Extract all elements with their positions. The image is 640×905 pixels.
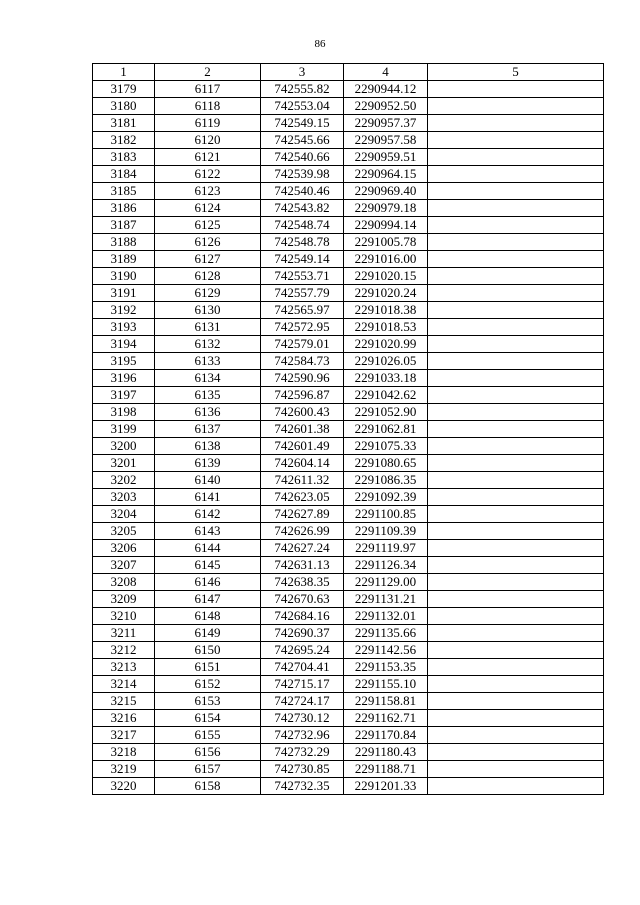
- table-cell-col5: [428, 149, 604, 166]
- table-cell-col1: 3190: [93, 268, 155, 285]
- table-cell-col5: [428, 285, 604, 302]
- table-cell-col4: 2291018.53: [344, 319, 428, 336]
- table-cell-col2: 6148: [155, 608, 261, 625]
- table-cell-col4: 2291109.39: [344, 523, 428, 540]
- table-cell-col3: 742553.04: [261, 98, 344, 115]
- table-row: [93, 251, 604, 268]
- table-cell-col4: 2291016.00: [344, 251, 428, 268]
- table-cell-col4: 2290944.12: [344, 81, 428, 98]
- table-cell-col2: 6125: [155, 217, 261, 234]
- table-cell-col1: 3218: [93, 744, 155, 761]
- table-row: [93, 591, 604, 608]
- table-cell-col1: 3214: [93, 676, 155, 693]
- table-cell-col4: 2291092.39: [344, 489, 428, 506]
- table-cell-col5: [428, 540, 604, 557]
- table-row: [93, 319, 604, 336]
- table-cell-col2: 6149: [155, 625, 261, 642]
- table-cell-col3: 742548.74: [261, 217, 344, 234]
- table-cell-col4: 2291052.90: [344, 404, 428, 421]
- table-cell-col5: [428, 625, 604, 642]
- table-row: [93, 438, 604, 455]
- table-row: [93, 693, 604, 710]
- table-cell-col1: 3213: [93, 659, 155, 676]
- table-cell-col2: 6135: [155, 387, 261, 404]
- table-cell-col2: 6157: [155, 761, 261, 778]
- table-cell-col5: [428, 268, 604, 285]
- table-cell-col4: 2291126.34: [344, 557, 428, 574]
- table-cell-col2: 6145: [155, 557, 261, 574]
- table-cell-col1: 3180: [93, 98, 155, 115]
- table-cell-col1: 3199: [93, 421, 155, 438]
- table-cell-col3: 742690.37: [261, 625, 344, 642]
- table-row: [93, 234, 604, 251]
- table-cell-col1: 3197: [93, 387, 155, 404]
- table-cell-col1: 3179: [93, 81, 155, 98]
- table-row: [93, 540, 604, 557]
- table-cell-col5: [428, 421, 604, 438]
- table-cell-col4: 2290994.14: [344, 217, 428, 234]
- table-cell-col4: 2291162.71: [344, 710, 428, 727]
- table-cell-col2: 6146: [155, 574, 261, 591]
- table-cell-col2: 6155: [155, 727, 261, 744]
- table-row: [93, 489, 604, 506]
- table-cell-col5: [428, 336, 604, 353]
- table-cell-col2: 6151: [155, 659, 261, 676]
- table-cell-col4: 2290957.58: [344, 132, 428, 149]
- table-cell-col4: 2291129.00: [344, 574, 428, 591]
- table-cell-col4: 2291026.05: [344, 353, 428, 370]
- table-cell-col5: [428, 489, 604, 506]
- table-cell-col4: 2291188.71: [344, 761, 428, 778]
- table-cell-col2: 6127: [155, 251, 261, 268]
- table-cell-col2: 6122: [155, 166, 261, 183]
- table-cell-col2: 6153: [155, 693, 261, 710]
- table-row: [93, 727, 604, 744]
- table-cell-col3: 742579.01: [261, 336, 344, 353]
- table-cell-col2: 6117: [155, 81, 261, 98]
- table-row: [93, 472, 604, 489]
- table-cell-col4: 2291075.33: [344, 438, 428, 455]
- table-cell-col4: 2291142.56: [344, 642, 428, 659]
- column-header-2: 2: [155, 64, 261, 81]
- table-cell-col3: 742540.66: [261, 149, 344, 166]
- table-cell-col2: 6132: [155, 336, 261, 353]
- table-cell-col3: 742572.95: [261, 319, 344, 336]
- table-cell-col1: 3194: [93, 336, 155, 353]
- column-header-5: 5: [428, 64, 604, 81]
- table-cell-col1: 3202: [93, 472, 155, 489]
- table-cell-col5: [428, 710, 604, 727]
- table-cell-col4: 2290964.15: [344, 166, 428, 183]
- table-cell-col3: 742626.99: [261, 523, 344, 540]
- table-cell-col1: 3200: [93, 438, 155, 455]
- coordinates-table: [92, 63, 604, 795]
- table-cell-col3: 742631.13: [261, 557, 344, 574]
- table-cell-col3: 742549.15: [261, 115, 344, 132]
- table-cell-col5: [428, 438, 604, 455]
- table-row: [93, 421, 604, 438]
- table-cell-col1: 3209: [93, 591, 155, 608]
- table-cell-col5: [428, 693, 604, 710]
- table-cell-col1: 3201: [93, 455, 155, 472]
- table-cell-col1: 3189: [93, 251, 155, 268]
- table-cell-col2: 6121: [155, 149, 261, 166]
- table-cell-col3: 742590.96: [261, 370, 344, 387]
- table-cell-col3: 742553.71: [261, 268, 344, 285]
- table-cell-col2: 6119: [155, 115, 261, 132]
- table-cell-col1: 3193: [93, 319, 155, 336]
- table-row: [93, 676, 604, 693]
- table-cell-col5: [428, 302, 604, 319]
- column-header-4: 4: [344, 64, 428, 81]
- table-cell-col3: 742623.05: [261, 489, 344, 506]
- table-cell-col5: [428, 455, 604, 472]
- table-cell-col1: 3184: [93, 166, 155, 183]
- table-cell-col3: 742670.63: [261, 591, 344, 608]
- table-cell-col5: [428, 200, 604, 217]
- table-cell-col5: [428, 353, 604, 370]
- table-cell-col2: 6147: [155, 591, 261, 608]
- table-cell-col4: 2290969.40: [344, 183, 428, 200]
- table-row: [93, 166, 604, 183]
- table-cell-col1: 3212: [93, 642, 155, 659]
- page-number: 86: [314, 38, 326, 50]
- table-cell-col5: [428, 574, 604, 591]
- table-cell-col3: 742724.17: [261, 693, 344, 710]
- table-cell-col3: 742732.29: [261, 744, 344, 761]
- table-cell-col1: 3217: [93, 727, 155, 744]
- table-cell-col3: 742715.17: [261, 676, 344, 693]
- table-cell-col4: 2290957.37: [344, 115, 428, 132]
- table-cell-col5: [428, 506, 604, 523]
- table-cell-col3: 742627.89: [261, 506, 344, 523]
- table-cell-col3: 742601.38: [261, 421, 344, 438]
- table-cell-col2: 6154: [155, 710, 261, 727]
- header-row: [93, 64, 604, 81]
- table-cell-col4: 2291119.97: [344, 540, 428, 557]
- table-cell-col3: 742704.41: [261, 659, 344, 676]
- table-cell-col1: 3191: [93, 285, 155, 302]
- table-cell-col5: [428, 132, 604, 149]
- table-cell-col5: [428, 404, 604, 421]
- table-cell-col4: 2291042.62: [344, 387, 428, 404]
- table-cell-col1: 3206: [93, 540, 155, 557]
- table-cell-col2: 6129: [155, 285, 261, 302]
- table-cell-col3: 742638.35: [261, 574, 344, 591]
- table-cell-col1: 3192: [93, 302, 155, 319]
- table-cell-col2: 6142: [155, 506, 261, 523]
- table-cell-col4: 2291135.66: [344, 625, 428, 642]
- table-cell-col4: 2291020.99: [344, 336, 428, 353]
- table-row: [93, 710, 604, 727]
- table-cell-col2: 6128: [155, 268, 261, 285]
- table-row: [93, 625, 604, 642]
- table-cell-col5: [428, 251, 604, 268]
- table-cell-col1: 3211: [93, 625, 155, 642]
- table-cell-col5: [428, 642, 604, 659]
- column-header-3: 3: [261, 64, 344, 81]
- table-cell-col4: 2291062.81: [344, 421, 428, 438]
- table-cell-col4: 2291100.85: [344, 506, 428, 523]
- table-cell-col2: 6131: [155, 319, 261, 336]
- table-row: [93, 744, 604, 761]
- table-cell-col5: [428, 98, 604, 115]
- table-cell-col1: 3208: [93, 574, 155, 591]
- table-row: [93, 404, 604, 421]
- table-cell-col4: 2291170.84: [344, 727, 428, 744]
- table-cell-col5: [428, 557, 604, 574]
- table-row: [93, 557, 604, 574]
- table-cell-col2: 6124: [155, 200, 261, 217]
- table-row: [93, 659, 604, 676]
- table-row: [93, 608, 604, 625]
- table-cell-col4: 2291080.65: [344, 455, 428, 472]
- table-cell-col2: 6144: [155, 540, 261, 557]
- table-cell-col3: 742600.43: [261, 404, 344, 421]
- table-cell-col3: 742695.24: [261, 642, 344, 659]
- table-cell-col1: 3182: [93, 132, 155, 149]
- table-cell-col3: 742627.24: [261, 540, 344, 557]
- table-cell-col1: 3181: [93, 115, 155, 132]
- table-cell-col3: 742565.97: [261, 302, 344, 319]
- table-cell-col4: 2291158.81: [344, 693, 428, 710]
- table-cell-col2: 6139: [155, 455, 261, 472]
- table-row: [93, 81, 604, 98]
- column-header-1: 1: [93, 64, 155, 81]
- table-row: [93, 642, 604, 659]
- table-cell-col5: [428, 608, 604, 625]
- table-cell-col2: 6141: [155, 489, 261, 506]
- table-cell-col3: 742540.46: [261, 183, 344, 200]
- table-row: [93, 506, 604, 523]
- table-header: [93, 64, 604, 81]
- table-row: [93, 98, 604, 115]
- table-cell-col4: 2291153.35: [344, 659, 428, 676]
- table-cell-col5: [428, 387, 604, 404]
- table-row: [93, 115, 604, 132]
- table-row: [93, 778, 604, 795]
- table-cell-col3: 742584.73: [261, 353, 344, 370]
- table-cell-col5: [428, 81, 604, 98]
- table-row: [93, 336, 604, 353]
- table-cell-col3: 742732.35: [261, 778, 344, 795]
- table-row: [93, 217, 604, 234]
- table-cell-col1: 3220: [93, 778, 155, 795]
- table-cell-col4: 2290952.50: [344, 98, 428, 115]
- table-cell-col5: [428, 234, 604, 251]
- table-cell-col2: 6140: [155, 472, 261, 489]
- table-cell-col1: 3196: [93, 370, 155, 387]
- table-cell-col1: 3215: [93, 693, 155, 710]
- table-cell-col3: 742732.96: [261, 727, 344, 744]
- table-cell-col1: 3219: [93, 761, 155, 778]
- table-cell-col5: [428, 370, 604, 387]
- table-cell-col3: 742555.82: [261, 81, 344, 98]
- table-cell-col3: 742539.98: [261, 166, 344, 183]
- table-cell-col2: 6126: [155, 234, 261, 251]
- table-cell-col4: 2291180.43: [344, 744, 428, 761]
- table-cell-col2: 6123: [155, 183, 261, 200]
- table-cell-col1: 3204: [93, 506, 155, 523]
- table-cell-col2: 6134: [155, 370, 261, 387]
- table-cell-col1: 3195: [93, 353, 155, 370]
- table-cell-col3: 742730.85: [261, 761, 344, 778]
- table-cell-col1: 3187: [93, 217, 155, 234]
- table-cell-col1: 3188: [93, 234, 155, 251]
- table-cell-col3: 742684.16: [261, 608, 344, 625]
- table-cell-col3: 742611.32: [261, 472, 344, 489]
- table-cell-col5: [428, 744, 604, 761]
- table-row: [93, 370, 604, 387]
- table-cell-col3: 742549.14: [261, 251, 344, 268]
- table-cell-col3: 742601.49: [261, 438, 344, 455]
- table-cell-col2: 6158: [155, 778, 261, 795]
- table-cell-col4: 2291018.38: [344, 302, 428, 319]
- table-cell-col3: 742543.82: [261, 200, 344, 217]
- table-cell-col2: 6152: [155, 676, 261, 693]
- table-cell-col5: [428, 217, 604, 234]
- table-cell-col5: [428, 591, 604, 608]
- table-cell-col5: [428, 166, 604, 183]
- table-cell-col1: 3210: [93, 608, 155, 625]
- table-row: [93, 149, 604, 166]
- table-cell-col4: 2291131.21: [344, 591, 428, 608]
- table-cell-col4: 2291132.01: [344, 608, 428, 625]
- table-cell-col5: [428, 778, 604, 795]
- table-cell-col5: [428, 115, 604, 132]
- table-cell-col4: 2291005.78: [344, 234, 428, 251]
- table-cell-col3: 742557.79: [261, 285, 344, 302]
- table-row: [93, 523, 604, 540]
- table-cell-col5: [428, 183, 604, 200]
- table-row: [93, 302, 604, 319]
- table-cell-col4: 2290979.18: [344, 200, 428, 217]
- table-cell-col2: 6150: [155, 642, 261, 659]
- table-cell-col5: [428, 319, 604, 336]
- table-cell-col2: 6136: [155, 404, 261, 421]
- table-cell-col4: 2291033.18: [344, 370, 428, 387]
- table-cell-col2: 6120: [155, 132, 261, 149]
- table-row: [93, 761, 604, 778]
- table-cell-col1: 3185: [93, 183, 155, 200]
- table-cell-col2: 6130: [155, 302, 261, 319]
- table-cell-col5: [428, 676, 604, 693]
- table-cell-col2: 6133: [155, 353, 261, 370]
- table-cell-col3: 742604.14: [261, 455, 344, 472]
- table-cell-col1: 3216: [93, 710, 155, 727]
- table-cell-col1: 3186: [93, 200, 155, 217]
- table-cell-col3: 742596.87: [261, 387, 344, 404]
- table-cell-col4: 2291155.10: [344, 676, 428, 693]
- table-row: [93, 183, 604, 200]
- table-cell-col4: 2291020.15: [344, 268, 428, 285]
- table-cell-col5: [428, 523, 604, 540]
- table-cell-col4: 2290959.51: [344, 149, 428, 166]
- table-cell-col2: 6138: [155, 438, 261, 455]
- table-cell-col4: 2291086.35: [344, 472, 428, 489]
- table-cell-col3: 742548.78: [261, 234, 344, 251]
- table-cell-col5: [428, 472, 604, 489]
- table-cell-col4: 2291020.24: [344, 285, 428, 302]
- table-cell-col3: 742730.12: [261, 710, 344, 727]
- table-row: [93, 353, 604, 370]
- table-cell-col2: 6156: [155, 744, 261, 761]
- table-row: [93, 200, 604, 217]
- table-cell-col5: [428, 761, 604, 778]
- table-cell-col2: 6137: [155, 421, 261, 438]
- table-cell-col1: 3207: [93, 557, 155, 574]
- table-cell-col5: [428, 659, 604, 676]
- table-cell-col1: 3198: [93, 404, 155, 421]
- table-row: [93, 285, 604, 302]
- table-row: [93, 132, 604, 149]
- table-row: [93, 268, 604, 285]
- table-cell-col4: 2291201.33: [344, 778, 428, 795]
- table-cell-col1: 3183: [93, 149, 155, 166]
- table-cell-col1: 3203: [93, 489, 155, 506]
- table-row: [93, 387, 604, 404]
- table-cell-col1: 3205: [93, 523, 155, 540]
- table-cell-col2: 6143: [155, 523, 261, 540]
- table-row: [93, 455, 604, 472]
- table-cell-col3: 742545.66: [261, 132, 344, 149]
- table-row: [93, 574, 604, 591]
- table-cell-col5: [428, 727, 604, 744]
- table-body: [93, 81, 604, 795]
- table-cell-col2: 6118: [155, 98, 261, 115]
